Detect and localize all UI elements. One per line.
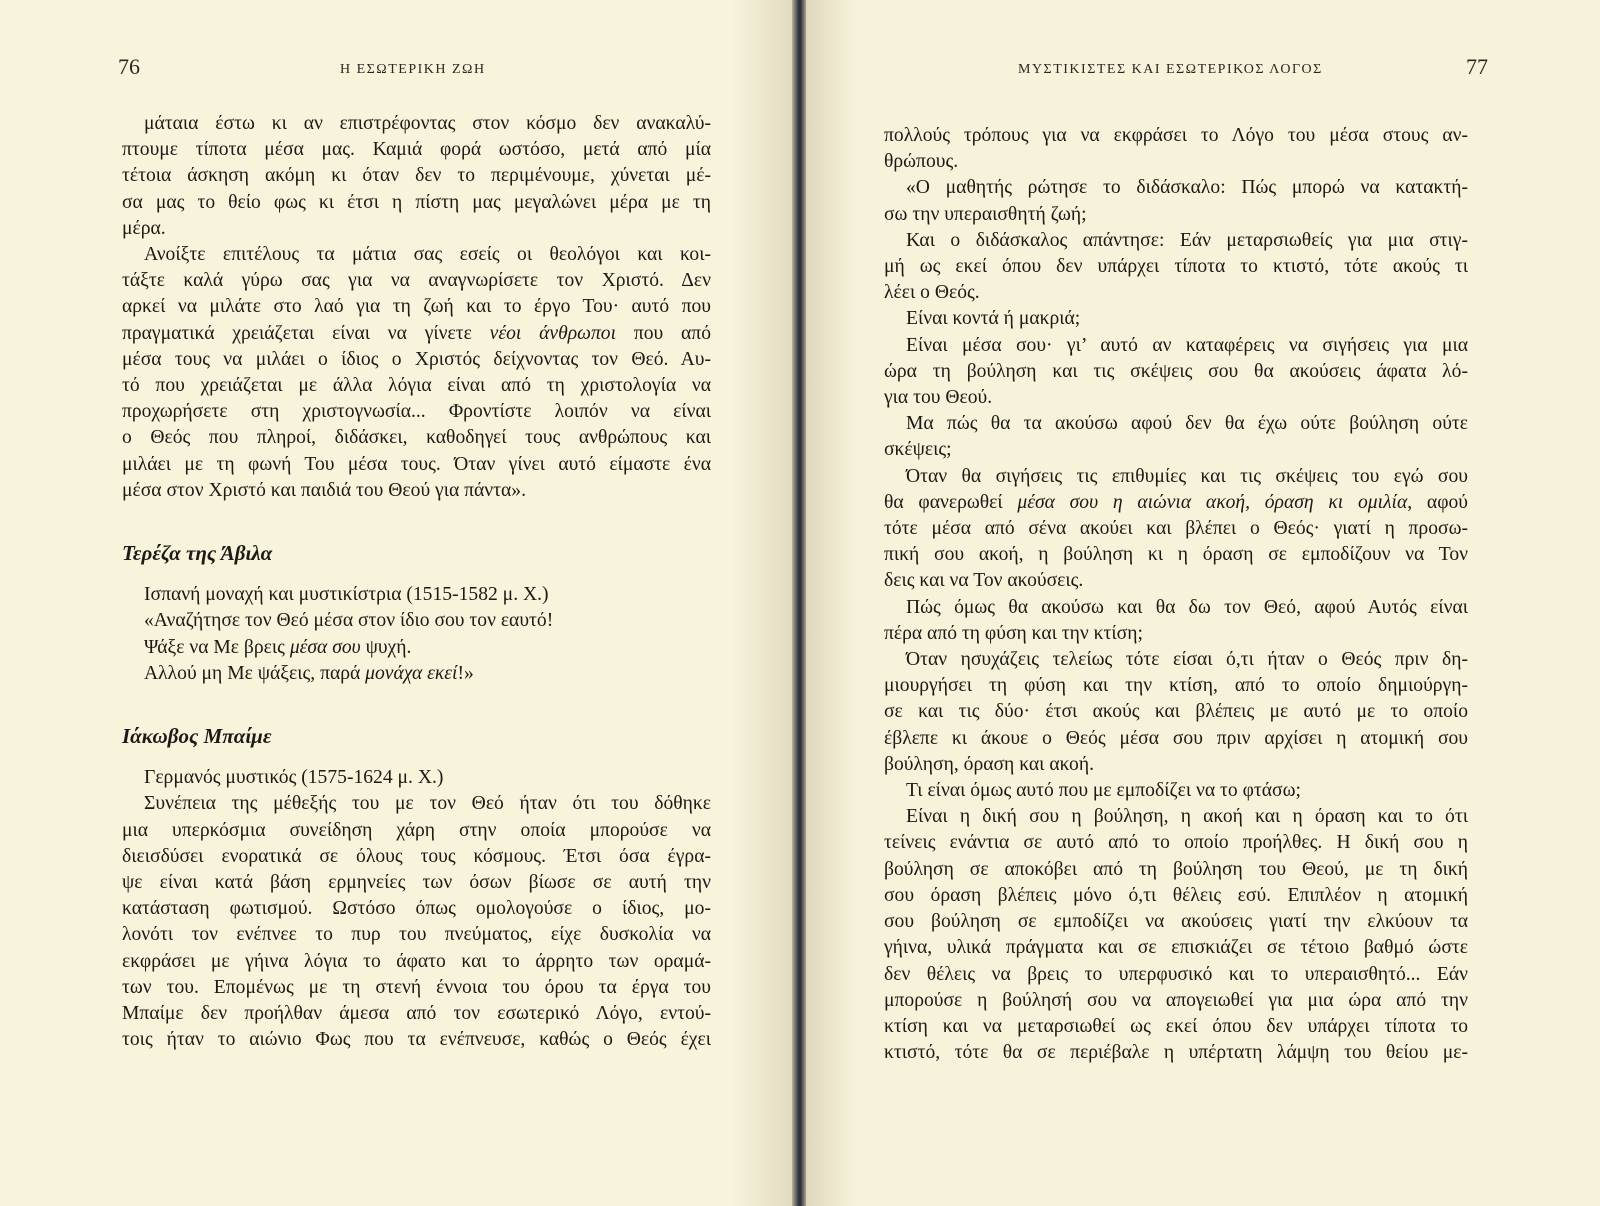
- text-line: μάταια έστω κι αν επιστρέφοντας στον κόσμο δεν ανακαλύ-: [144, 113, 711, 134]
- text-line: μέσα τους να μιλάει ο ίδιος ο Χριστός δείχνοντας τον Θεό. Αυ-: [122, 348, 711, 370]
- text-line: πέρα από τη φύση και την κτίση;: [884, 622, 1143, 644]
- paragraph: [884, 306, 1468, 332]
- text-line: τοις ήταν το αιώνιο Φως που τα ενέπνευσε, καθώς ο Θεός έχει: [122, 1029, 711, 1051]
- paragraph: [122, 111, 711, 242]
- italic-phrase: νέοι άνθρωποι: [489, 322, 617, 344]
- text-line: Είναι κοντά ή μακριά;: [906, 308, 1081, 330]
- text-line: τείνεις ενάντια σε αυτό από το οποίο προήλθες. Η δική σου η: [884, 832, 1468, 854]
- text-line: μέσα στον Χριστό και παιδιά του Θεού για πάντα».: [122, 479, 527, 501]
- boehme-intro: [122, 765, 711, 791]
- text-line: ώρα τη βούληση και τις σκέψεις σου θα ακούσεις άφατα λό-: [884, 360, 1468, 382]
- text-line: σε και τις δύο· έτσι ακούς και βλέπεις με αυτό με το οποίο: [884, 701, 1468, 723]
- text-line: Όταν θα σιγήσεις τις επιθυμίες και τις σκέψεις του εγώ σου: [906, 465, 1468, 487]
- text-line: Μα πώς θα τα ακούσω αφού δεν θα έχω ούτε βούληση ούτε: [906, 413, 1468, 435]
- text-line: τέτοια άσκηση ακόμη κι όταν δεν το περιμένουμε, χύνεται μέ-: [122, 165, 711, 187]
- paragraph: [884, 464, 1468, 516]
- text-line: «Ο μαθητής ρώτησε το διδάσκαλο: Πώς μπορώ να κατακτή-: [906, 177, 1468, 199]
- section-heading-boehme: Ιάκωβος Μπαίμε: [122, 724, 272, 749]
- paragraph: [884, 123, 1468, 175]
- text-line: τότε μέσα από σένα ακούει και βλέπει ο Θεός· γιατί η προσω-: [884, 518, 1468, 540]
- paragraph: [884, 804, 1468, 1066]
- text-line: πολλούς τρόπους για να εκφράσει το Λόγο του μέσα στους αν-: [884, 125, 1468, 146]
- text-line: μια υπερκόσμια συνείδηση χάρη στην οποία μπορούσε να: [122, 819, 711, 841]
- text-line: Και ο διδάσκαλος απάντησε: Εάν μεταρσιωθείς για μια στιγ-: [906, 229, 1468, 251]
- paragraph: [884, 228, 1468, 307]
- text-line: σω την υπεραισθητή ζωή;: [884, 203, 1087, 225]
- text-line: λέει ο Θεός.: [884, 282, 980, 304]
- text-line: τό που χρειάζεται με άλλα λόγια είναι από τη χριστολογία να: [122, 375, 711, 397]
- text-line: των του. Επομένως με τη στενή έννοια του όρου τα έργα του: [122, 976, 711, 998]
- text-run: Αλλού μη Με ψάξεις, παρά: [144, 662, 366, 684]
- text-line: πτουμε τίποτα μέσα μας. Καμιά φορά ωστόσο, μετά από μία: [122, 139, 711, 161]
- text-line: σου όραση βλέπεις μόνο ό,τι θέλεις εσύ. Επιπλέον η ατομική: [884, 884, 1468, 906]
- text-line: δεις και να Τον ακούσεις.: [884, 570, 1084, 592]
- text-line: [884, 490, 1468, 516]
- paragraph: [884, 333, 1468, 412]
- text-line: σα μας το θείο φως κι έτσι η πίστη μας μεγαλώνει μέρα με τη: [122, 191, 711, 213]
- text-line: Είναι η δική σου η βούληση, η ακοή και η όραση και το ότι: [906, 806, 1468, 828]
- text-line: τάξτε καλά γύρω σας για να αναγνωρίσετε τον Χριστό. Δεν: [122, 270, 711, 292]
- paragraph: [884, 595, 1468, 647]
- text-line: βούληση σε αποκόβει από τη βούληση του Θεού, με τη δική: [884, 858, 1468, 880]
- right-text-block: [884, 123, 1468, 1066]
- italic-phrase: μέσα σου: [289, 636, 361, 658]
- text-line: θρώπους.: [884, 151, 959, 173]
- text-line: μή ως εκεί όπου δεν υπάρχει τίποτα το κτιστό, τότε ακούς τι: [884, 256, 1468, 278]
- paragraph: [884, 647, 1468, 778]
- text-line: έβλεπε κι άκουε ο Θεός μέσα σου πριν αρχίσει η ατομική σου: [884, 727, 1468, 749]
- text-line: προχωρήσετε στη χριστογνωσία... Φροντίστε λοιπόν να είναι: [122, 401, 711, 423]
- text-line: για του Θεού.: [884, 387, 993, 409]
- text-line: ο Θεός που πληροί, διδάσκει, καθοδηγεί τους ανθρώπους και: [122, 427, 711, 449]
- gutter-shadow: [806, 0, 856, 1206]
- gutter-shadow: [732, 0, 792, 1206]
- page-number: 77: [1466, 54, 1488, 79]
- paragraph: [884, 411, 1468, 463]
- text-line: μπορούσε η βούλησή σου να απογειωθεί για μια ώρα από την: [884, 989, 1468, 1011]
- text-line: αρκεί να μιλάτε στο λαό για τη ζωή και το έργο Του· αυτό που: [122, 296, 711, 318]
- running-head: Η ΕΣΩΤΕΡΙΚΗ ΖΩΗ: [340, 62, 486, 77]
- text-line: Ανοίξτε επιτέλους τα μάτια σας εσείς οι θεολόγοι και κοι-: [144, 244, 711, 266]
- text-line: κτιστό, τότε θα σε περιέβαλε η υπέρτατη λάμψη του θείου με-: [884, 1042, 1468, 1064]
- text-run: , αφού: [1407, 491, 1469, 513]
- text-line: Είναι μέσα σου· γι’ αυτό αν καταφέρεις να σιγήσεις για μια: [906, 334, 1468, 356]
- text-line: [122, 321, 711, 347]
- left-text-block: [122, 111, 711, 1054]
- text-line: πική σου ακοή, η βούληση κι η όραση σε εμποδίζουν να Τον: [884, 544, 1468, 566]
- text-run: πραγματικά χρειάζεται είναι να γίνετε: [122, 322, 490, 344]
- italic-phrase: μέσα σου η αιώνια ακοή, όραση κι ομιλία: [1017, 491, 1408, 513]
- text-run: ψυχή.: [360, 636, 412, 658]
- text-line: [144, 635, 711, 661]
- text-line: βούληση, όραση και ακοή.: [884, 753, 1094, 775]
- text-line: Τι είναι όμως αυτό που με εμποδίζει να το φτάσω;: [906, 780, 1301, 802]
- text-run: που από: [616, 322, 711, 344]
- running-head: ΜΥΣΤΙΚΙΣΤΕΣ ΚΑΙ ΕΣΩΤΕΡΙΚΟΣ ΛΟΓΟΣ: [1018, 62, 1323, 77]
- text-line: κτίση και να μεταρσιωθεί ως εκεί όπου δεν υπάρχει τίποτα το: [884, 1015, 1468, 1037]
- page-number: 76: [118, 54, 140, 79]
- text-run: Ψάξε να Με βρεις: [144, 636, 290, 658]
- text-line: κατάσταση φωτισμού. Ωστόσο όπως ομολογούσε ο ίδιος, μο-: [122, 898, 711, 920]
- text-line: σου βούληση σε εμποδίζει να ακούσεις γιατί την ελκύουν τα: [884, 911, 1468, 933]
- text-line: μέρα.: [122, 217, 166, 239]
- text-line: μιουργήσει τη φύση και την κτίση, από το οποίο δημιούργη-: [884, 675, 1468, 697]
- italic-phrase: μονάχα εκεί: [365, 662, 458, 684]
- paragraph: [122, 347, 711, 504]
- text-line: Ισπανή μοναχή και μυστικίστρια (1515-1582 μ. Χ.): [144, 584, 549, 606]
- text-line: Μπαίμε δεν προήλθαν άμεσα από τον εσωτερικό Λόγο, εντού-: [122, 1003, 711, 1025]
- text-line: λονότι τον ενέπνεε το πυρ του πνεύματος, είχε δυσκολία να: [122, 924, 711, 946]
- text-line: διεισδύσει ενορατικά σε όλους τους κόσμους. Έτσι όσα έγρα-: [122, 845, 711, 867]
- paragraph: [884, 516, 1468, 595]
- paragraph: [884, 778, 1468, 804]
- right-page: [806, 0, 1600, 1206]
- book-spine: [792, 0, 806, 1206]
- text-line: δεν θέλεις να βρεις το υπερφυσικό και το υπεραισθητό... Εάν: [884, 963, 1468, 985]
- text-line: Συνέπεια της μέθεξής του με τον Θεό ήταν ότι του δόθηκε: [144, 793, 711, 815]
- paragraph: [122, 242, 711, 347]
- text-run: θα φανερωθεί: [884, 491, 1018, 513]
- teresa-quote: [122, 582, 711, 687]
- paragraph: [884, 175, 1468, 227]
- text-line: εκφράσει με γήινα λόγια το άφατο και το άρρητο των οραμά-: [122, 950, 711, 972]
- paragraph: [122, 791, 711, 1053]
- text-run: !»: [457, 662, 474, 684]
- text-line: σκέψεις;: [884, 439, 952, 461]
- text-line: [144, 661, 711, 687]
- section-heading-teresa: Τερέζα της Άβιλα: [122, 541, 273, 566]
- text-line: μιλάει με τη φωνή Του μέσα τους. Όταν γίνει αυτό είμαστε ένα: [122, 453, 711, 475]
- text-line: Πώς όμως θα ακούσω και θα δω τον Θεό, αφού Αυτός είναι: [906, 596, 1468, 618]
- text-line: Όταν ησυχάζεις τελείως τότε είσαι ό,τι ήταν ο Θεός πριν δη-: [906, 649, 1468, 671]
- text-line: ψε είναι κατά βάση ερμηνείες των όσων βίωσε σε αυτή την: [122, 872, 711, 894]
- text-line: γήινα, υλικά πράγματα και σε επισκιάζει σε τέτοιο βαθμό ώστε: [884, 937, 1468, 959]
- text-line: Γερμανός μυστικός (1575-1624 μ. Χ.): [144, 767, 444, 789]
- text-line: «Αναζήτησε τον Θεό μέσα στον ίδιο σου τον εαυτό!: [144, 610, 554, 632]
- left-page: [0, 0, 792, 1206]
